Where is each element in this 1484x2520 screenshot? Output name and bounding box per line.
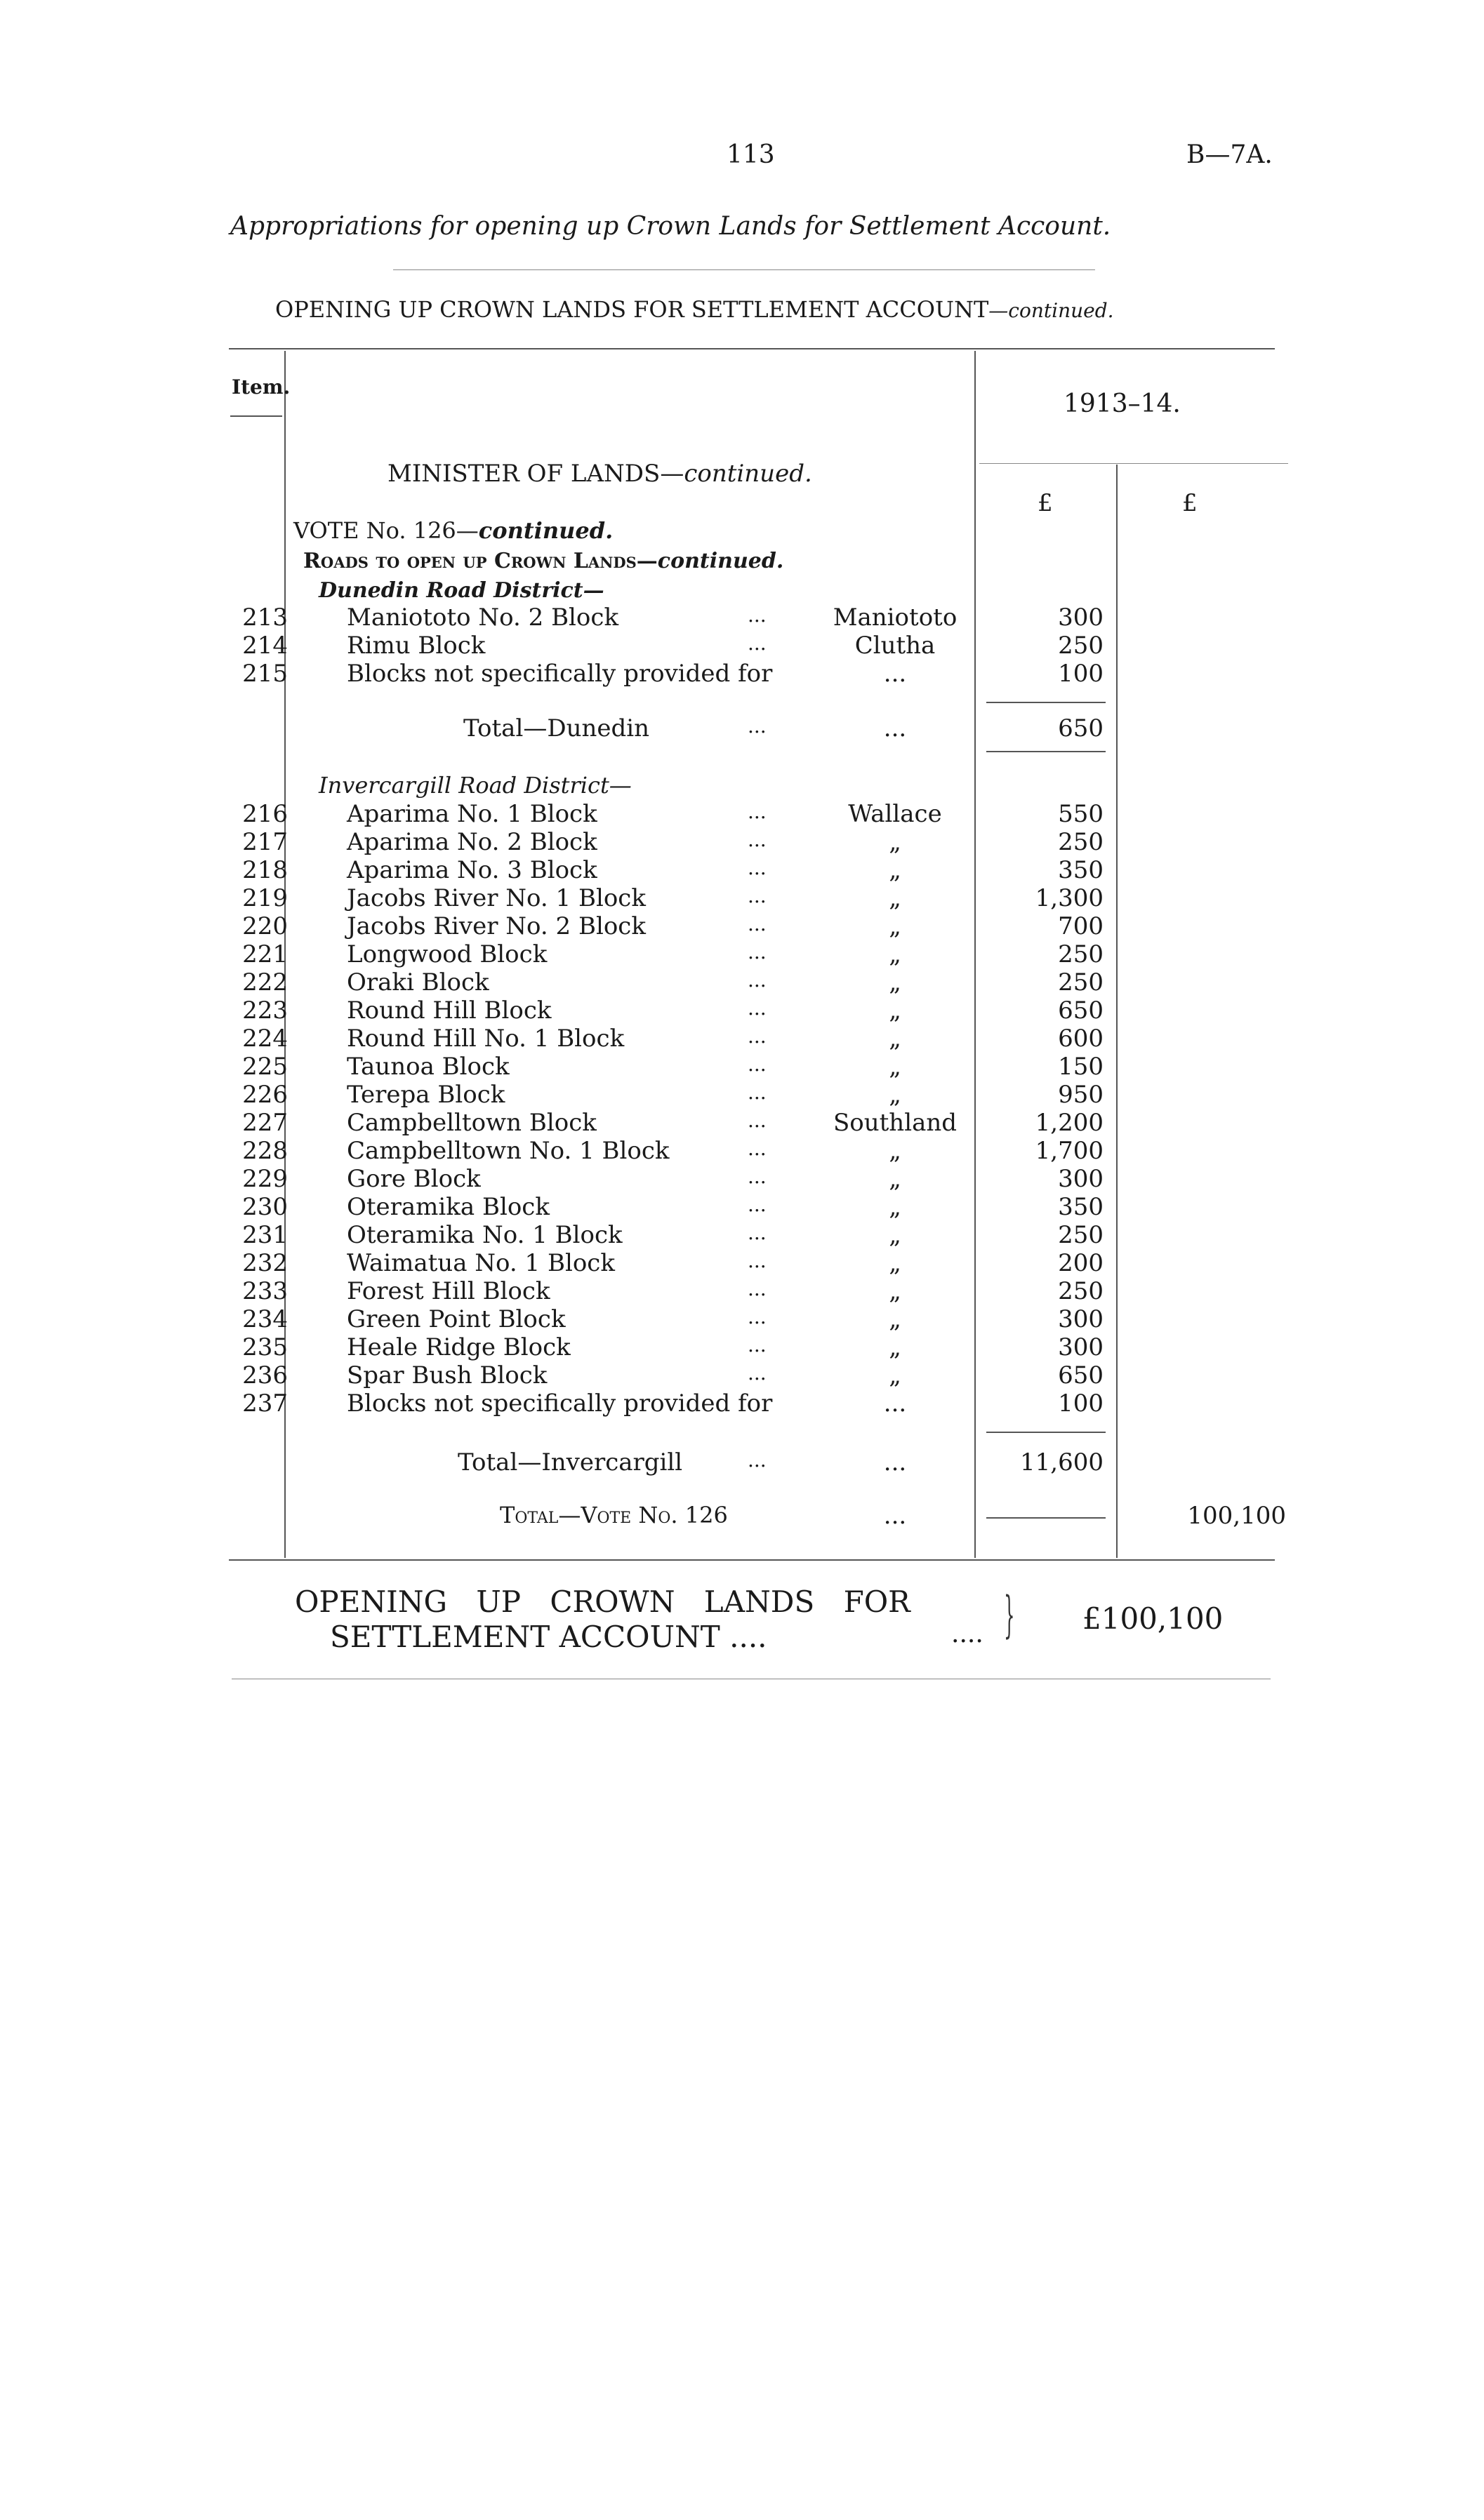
amount: 300: [1058, 1305, 1104, 1333]
district: „: [889, 828, 901, 856]
leader-dots: ...: [748, 884, 767, 907]
item-number: 227: [242, 1109, 288, 1137]
item-number: 235: [242, 1333, 288, 1361]
table-row: [0, 912, 1484, 940]
item-number: 236: [242, 1361, 288, 1389]
block-name: Waimatua No. 1 Block: [347, 1249, 615, 1277]
invercargill-district-heading: Invercargill Road District—: [319, 772, 632, 799]
district: „: [889, 968, 901, 996]
table-row: [0, 856, 1484, 884]
table-row: [0, 1081, 1484, 1109]
year-under-rule: [979, 463, 1288, 464]
district: „: [889, 1193, 901, 1221]
amount: 950: [1058, 1081, 1104, 1109]
block-name: Forest Hill Block: [347, 1277, 550, 1305]
district: „: [889, 1137, 901, 1165]
amount: 250: [1058, 632, 1104, 660]
leader-dots: ...: [883, 1502, 907, 1530]
district: „: [889, 1165, 901, 1193]
year-header: 1913–14.: [1064, 389, 1181, 418]
table-row: [0, 1165, 1484, 1193]
leader-dots: ...: [748, 912, 767, 935]
block-name: Terepa Block: [347, 1081, 505, 1109]
table-bottom-rule: [229, 1559, 1275, 1561]
table-row: [0, 996, 1484, 1025]
subtotal-rule: [986, 1432, 1106, 1433]
amount: 250: [1058, 940, 1104, 968]
block-name: Blocks not specifically provided for: [347, 1389, 773, 1418]
item-number: 232: [242, 1249, 288, 1277]
section-title: [275, 296, 1114, 323]
table-row: [0, 1249, 1484, 1277]
amount: 250: [1058, 968, 1104, 996]
district: „: [889, 1277, 901, 1305]
item-header-rule: [230, 415, 282, 417]
block-name: Jacobs River No. 2 Block: [347, 912, 646, 940]
amount: 350: [1058, 856, 1104, 884]
leader-dots: ...: [748, 1193, 767, 1216]
section-continued: —continued.: [988, 299, 1114, 322]
block-name: Heale Ridge Block: [347, 1333, 571, 1361]
amount: 150: [1058, 1053, 1104, 1081]
table-row: [0, 1193, 1484, 1221]
table-row: [0, 604, 1484, 632]
leader-dots: ...: [883, 1448, 907, 1476]
amount: 250: [1058, 1277, 1104, 1305]
table-row: [0, 660, 1484, 688]
leader-dots: ...: [748, 996, 767, 1020]
item-number: 214: [242, 632, 288, 660]
block-name: Round Hill No. 1 Block: [347, 1025, 625, 1053]
roads-heading: [303, 549, 783, 573]
summary-line-1: OPENING UP CROWN LANDS FOR: [295, 1585, 910, 1619]
vote-total-row: [0, 1502, 1484, 1530]
currency-symbol-col1: £: [1038, 489, 1053, 517]
leader-dots: ...: [748, 940, 767, 964]
block-name: Jacobs River No. 1 Block: [347, 884, 646, 912]
leader-dots: ...: [748, 604, 767, 627]
amount: 100: [1058, 1389, 1104, 1418]
district: „: [889, 1025, 901, 1053]
item-number: 234: [242, 1305, 288, 1333]
table-row: [0, 1221, 1484, 1249]
district: „: [889, 940, 901, 968]
item-number: 215: [242, 660, 288, 688]
vote-total-label: Total—Vote No. 126: [500, 1502, 728, 1528]
currency-symbol-col2: £: [1182, 489, 1198, 517]
item-number: 228: [242, 1137, 288, 1165]
dunedin-total-amount: 650: [1058, 714, 1104, 742]
district: „: [889, 884, 901, 912]
divider: [393, 269, 1095, 270]
district: „: [889, 1249, 901, 1277]
leader-dots: ...: [748, 1137, 767, 1160]
table-row: [0, 1333, 1484, 1361]
leader-dots: ...: [748, 800, 767, 823]
leader-dots: ...: [748, 1221, 767, 1244]
leader-dots: ...: [748, 1165, 767, 1188]
item-number: 225: [242, 1053, 288, 1081]
leader-dots: ...: [883, 714, 907, 742]
block-name: Longwood Block: [347, 940, 548, 968]
table-row: [0, 1389, 1484, 1418]
invercargill-total-row: [0, 1448, 1484, 1476]
leader-dots: ...: [748, 714, 767, 738]
district: Maniototo: [833, 604, 958, 632]
subtotal-rule: [986, 751, 1106, 752]
district: ...: [883, 660, 907, 688]
district: „: [889, 1053, 901, 1081]
block-name: Aparima No. 1 Block: [347, 800, 597, 828]
leader-dots: ...: [748, 1109, 767, 1132]
vote-total-rule: [986, 1517, 1106, 1519]
roads-heading-text: Roads to open up Crown Lands—: [303, 549, 658, 573]
leader-dots: ...: [748, 828, 767, 851]
table-row: [0, 800, 1484, 828]
item-number: 233: [242, 1277, 288, 1305]
dunedin-total-label: Total—Dunedin: [463, 714, 650, 742]
block-name: Rimu Block: [347, 632, 486, 660]
block-name: Aparima No. 3 Block: [347, 856, 597, 884]
block-name: Oteramika No. 1 Block: [347, 1221, 623, 1249]
block-name: Round Hill Block: [347, 996, 552, 1025]
leader-dots: ...: [748, 1305, 767, 1328]
block-name: Campbelltown Block: [347, 1109, 597, 1137]
table-row: [0, 1025, 1484, 1053]
table-row: [0, 1361, 1484, 1389]
summary-brace: }: [1004, 1586, 1015, 1644]
district: „: [889, 856, 901, 884]
dunedin-district-heading: Dunedin Road District—: [319, 578, 604, 603]
item-number: 218: [242, 856, 288, 884]
table-row: [0, 1137, 1484, 1165]
section-title-text: OPENING UP CROWN LANDS FOR SETTLEMENT ACCOUNT: [275, 296, 989, 323]
item-number: 216: [242, 800, 288, 828]
district: „: [889, 1221, 901, 1249]
item-number: 231: [242, 1221, 288, 1249]
amount: 250: [1058, 828, 1104, 856]
amount: 1,200: [1035, 1109, 1104, 1137]
item-number: 220: [242, 912, 288, 940]
table-row: [0, 1109, 1484, 1137]
item-number: 230: [242, 1193, 288, 1221]
document-reference: B—7A.: [1186, 140, 1273, 169]
block-name: Spar Bush Block: [347, 1361, 548, 1389]
amount: 250: [1058, 1221, 1104, 1249]
vote-continued: continued.: [478, 517, 614, 544]
summary-line-2: SETTLEMENT ACCOUNT ....: [330, 1620, 767, 1654]
district: „: [889, 1361, 901, 1389]
dunedin-total-row: [0, 714, 1484, 742]
table-top-rule: [229, 348, 1275, 349]
leader-dots: ...: [748, 1025, 767, 1048]
district: ...: [883, 1389, 907, 1418]
leader-dots: ...: [748, 968, 767, 992]
leader-dots: ...: [748, 632, 767, 655]
item-number: 226: [242, 1081, 288, 1109]
leader-dots: ...: [748, 1333, 767, 1356]
amount: 1,700: [1035, 1137, 1104, 1165]
district: Southland: [833, 1109, 958, 1137]
block-name: Campbelltown No. 1 Block: [347, 1137, 670, 1165]
block-name: Blocks not specifically provided for: [347, 660, 773, 688]
table-row: [0, 828, 1484, 856]
subtotal-rule: [986, 702, 1106, 703]
invercargill-total-amount: 11,600: [1020, 1448, 1104, 1476]
block-name: Gore Block: [347, 1165, 481, 1193]
block-name: Aparima No. 2 Block: [347, 828, 597, 856]
item-number: 219: [242, 884, 288, 912]
page-number: 113: [727, 140, 775, 169]
item-number: 217: [242, 828, 288, 856]
item-number: 224: [242, 1025, 288, 1053]
item-number: 223: [242, 996, 288, 1025]
item-column-header: Item.: [232, 375, 291, 399]
vote-heading: [293, 517, 613, 544]
item-number: 237: [242, 1389, 288, 1418]
amount: 300: [1058, 1333, 1104, 1361]
table-row: [0, 632, 1484, 660]
district: „: [889, 912, 901, 940]
block-name: Oteramika Block: [347, 1193, 550, 1221]
amount: 350: [1058, 1193, 1104, 1221]
leader-dots: ...: [748, 856, 767, 879]
district: „: [889, 1333, 901, 1361]
amount: 100: [1058, 660, 1104, 688]
district: „: [889, 1305, 901, 1333]
amount: 200: [1058, 1249, 1104, 1277]
amount: 650: [1058, 1361, 1104, 1389]
table-row: [0, 968, 1484, 996]
table-row: [0, 1053, 1484, 1081]
amount: 650: [1058, 996, 1104, 1025]
page-subtitle: Appropriations for opening up Crown Lands for Settlement Account.: [230, 212, 1111, 241]
item-number: 222: [242, 968, 288, 996]
amount: 700: [1058, 912, 1104, 940]
leader-dots: ...: [748, 1053, 767, 1076]
amount: 600: [1058, 1025, 1104, 1053]
leader-dots: ...: [748, 1361, 767, 1385]
summary-dots: ....: [951, 1620, 983, 1648]
district: „: [889, 996, 901, 1025]
district: „: [889, 1081, 901, 1109]
table-row: [0, 1305, 1484, 1333]
roads-continued: continued.: [657, 549, 784, 573]
amount: 1,300: [1035, 884, 1104, 912]
item-number: 229: [242, 1165, 288, 1193]
vote-heading-text: VOTE No. 126—: [293, 517, 479, 544]
amount: 550: [1058, 800, 1104, 828]
amount: 300: [1058, 604, 1104, 632]
minister-continued: continued.: [684, 460, 812, 488]
summary-amount: £100,100: [1082, 1601, 1224, 1636]
vote-total-amount: 100,100: [1187, 1502, 1286, 1530]
invercargill-total-label: Total—Invercargill: [458, 1448, 683, 1476]
leader-dots: ...: [748, 1277, 767, 1300]
table-row: [0, 884, 1484, 912]
minister-heading: [387, 460, 812, 488]
item-number: 221: [242, 940, 288, 968]
leader-dots: ...: [748, 1448, 767, 1472]
block-name: Maniototo No. 2 Block: [347, 604, 619, 632]
leader-dots: ...: [748, 1081, 767, 1104]
leader-dots: ...: [748, 1249, 767, 1272]
item-number: 213: [242, 604, 288, 632]
district: Wallace: [848, 800, 942, 828]
block-name: Taunoa Block: [347, 1053, 510, 1081]
district: Clutha: [854, 632, 936, 660]
amount: 300: [1058, 1165, 1104, 1193]
table-row: [0, 940, 1484, 968]
minister-heading-text: MINISTER OF LANDS—: [387, 460, 684, 488]
block-name: Oraki Block: [347, 968, 489, 996]
block-name: Green Point Block: [347, 1305, 566, 1333]
table-row: [0, 1277, 1484, 1305]
